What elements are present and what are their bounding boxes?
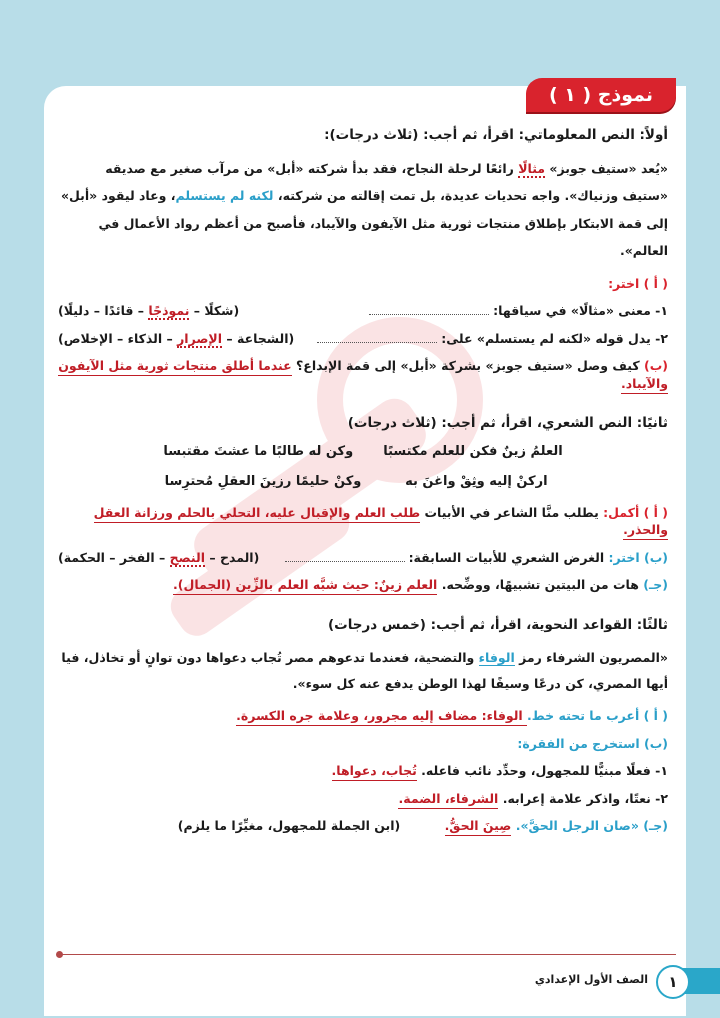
section1-paragraph <box>58 155 668 265</box>
a-label: ( أ ) أكمل: <box>603 504 668 520</box>
section3-c <box>58 817 668 835</box>
option-text: – قائدًا – دليلًا) <box>58 303 149 319</box>
question-text: ٢- نعتًا، واذكر علامة إعرابه. <box>498 790 668 806</box>
answer: نموذجًا <box>148 303 190 319</box>
answer-dots <box>285 561 405 562</box>
answer: النصح <box>169 549 206 565</box>
answer: صِينَ الحقُّ. <box>445 818 512 836</box>
question-1 <box>58 302 668 320</box>
para-underlined: الوفاء <box>478 649 515 665</box>
answer: تُجاب، دعواها. <box>332 763 417 781</box>
section2-c <box>58 576 668 594</box>
option-text: (الشجاعة – <box>222 330 295 346</box>
footer-divider <box>60 954 676 955</box>
question-text: ١- معنى «مثالًا» في سياقها: <box>493 303 668 319</box>
verse-hemistich: وكنْ حليمًا رزينَ العقلِ مُحترِسا <box>164 474 362 490</box>
model-title: نموذج ( ١ ) <box>548 84 654 106</box>
question-text: الغرض الشعري للأبيات السابقة: <box>408 549 609 565</box>
exam-content <box>58 126 668 845</box>
verse-hemistich: العلمُ زينٌ فكن للعلم مكتسبًا <box>383 444 563 460</box>
model-badge <box>526 78 676 112</box>
answer: الشرفاء، الضمة. <box>398 791 498 809</box>
section3-b-label: (ب) استخرج من الفقرة: <box>517 735 668 751</box>
option-text: – الفخر – الحكمة) <box>58 549 170 565</box>
question-2 <box>58 330 668 348</box>
section2-a <box>58 504 668 539</box>
answer-dots <box>369 314 489 315</box>
answer: طلب العلم والإقبال عليه، التحلي بالحلم ورزانة العقل والحذر. <box>94 505 668 541</box>
section2-b <box>58 549 668 567</box>
question-text: يطلب منَّا الشاعر في الأبيات <box>420 504 604 520</box>
section2-title: ثانيًا: النص الشعري، اقرأ، ثم أجب: (ثلاث درجات) <box>347 415 668 432</box>
c-label: (جـ) <box>643 818 668 834</box>
answer: عندما أطلق منتجات ثورية مثل الآيفون والآيباد. <box>58 358 668 394</box>
para-text: «المصريون الشرفاء رمز <box>514 649 668 665</box>
question-instruction: (ابن الجملة للمجهول، مغيِّرًا ما يلزم) <box>177 818 401 834</box>
option-text: – الذكاء – الإخلاص) <box>58 330 178 346</box>
verse-1 <box>58 443 668 461</box>
b-label: (ب) <box>644 358 668 374</box>
para-blue: لكنه لم يستسلم <box>175 188 274 204</box>
answer-dots <box>317 342 437 343</box>
option-text: (شكلًا – <box>189 303 240 319</box>
section3-paragraph <box>58 645 668 698</box>
section1-b <box>58 357 668 392</box>
grade-label: الصف الأول الإعدادي <box>534 973 648 986</box>
para-highlight: مثالًا <box>518 160 546 176</box>
question-text: كيف وصل «ستيف جوبز» بشركة «أبل» إلى قمة الإبداع؟ <box>291 358 644 374</box>
section3-title: ثالثًا: القواعد النحوية، اقرأ، ثم أجب: (خمس درجات) <box>328 616 668 633</box>
verse-hemistich: وكن له طالبًا ما عشتَ مقتبسا <box>163 444 354 460</box>
para-text: والتضحية، فعندما تدعوهم مصر تُجاب دعواها دون توانٍ أو تخاذل، فيا أيها المصري، كن درعًا وسيفًا لهذا الوطن يدفع عنه كل سوء». <box>61 649 668 691</box>
question-text: هات من البيتين تشبيهًا، ووضِّحه. <box>437 577 644 593</box>
question-text: ١- فعلًا مبنيًّا للمجهول، وحدِّد نائب فاعله. <box>416 763 668 779</box>
question-text: «صان الرجل الحقَّ». <box>511 818 644 834</box>
verse-2 <box>58 473 668 491</box>
para-text: «يُعد «ستيف جوبز» <box>545 160 668 176</box>
page-number: ١ <box>656 965 690 999</box>
section3-b2 <box>58 790 668 808</box>
para-text: ، وعاد ليقود «أبل» إلى قمة الابتكار بإطلاق منتجات ثورية مثل الآيفون والآيباد، فأصبح من أعظم رواد الأعمال في العالم». <box>60 188 668 259</box>
option-text: (المدح – <box>205 549 260 565</box>
verse-hemistich: اركنْ إليه وثِقْ واغنَ به <box>405 474 548 490</box>
answer: الوفاء: مضاف إليه مجرور، وعلامة جره الكسرة. <box>236 708 527 726</box>
question-text: ٢- يدل قوله «لكنه لم يستسلم» على: <box>441 330 668 346</box>
b-label: (ب) اختر: <box>608 549 668 565</box>
a-label: ( أ ) أعرب ما تحته خط. <box>527 708 668 724</box>
answer: الإصرار <box>177 330 223 346</box>
section1-a-label: ( أ ) اختر: <box>608 275 668 291</box>
section3-b1 <box>58 762 668 780</box>
section3-a <box>58 707 668 725</box>
answer: العلم زينٌ: حيث شبَّه العلم بالزِّين (الجمال). <box>173 577 437 595</box>
para-text: رائعًا لرحلة النجاح، فقد بدأ شركته «أبل» من مرآب صغير مع صديقه «ستيف وزنياك». واجه تحديات عديدة، بل تمت إقالته من شركته، <box>105 160 668 204</box>
section1-title: أولاً: النص المعلوماتي: اقرأ، ثم أجب: (ثلاث درجات): <box>324 127 668 143</box>
c-label: (جـ) <box>643 577 668 593</box>
